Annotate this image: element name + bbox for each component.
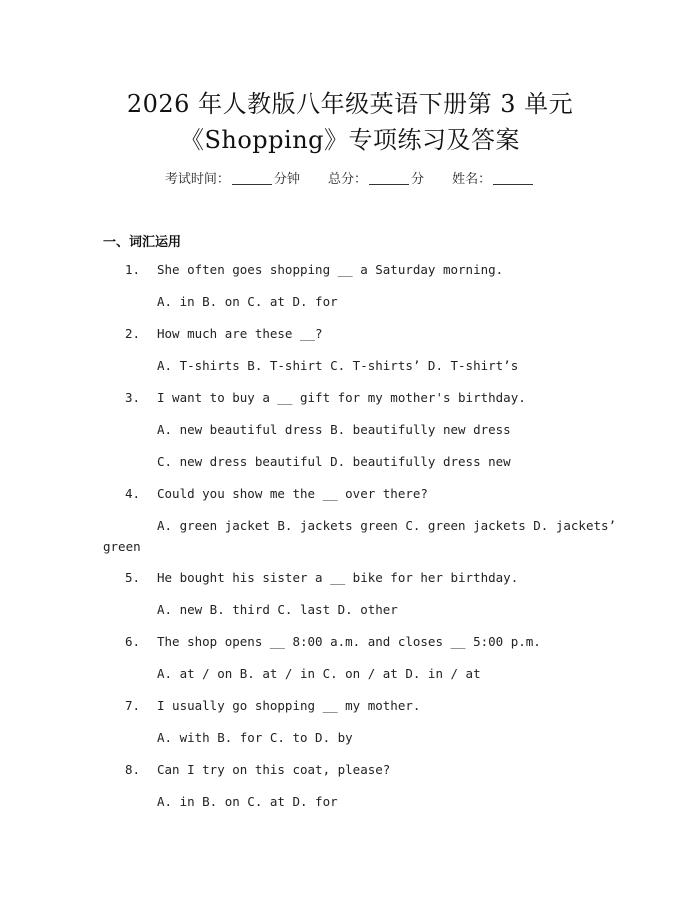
question-number: 7. [124,698,140,713]
question-text: Can I try on this coat, please? [157,762,391,777]
exam-time-unit: 分钟 [273,172,300,187]
question-text: The shop opens __ 8:00 a.m. and closes __ 5:00 p.m. [157,634,541,649]
exam-meta-line [0,168,700,187]
total-score-unit: 分 [411,172,425,187]
question-number: 6. [124,634,140,649]
question-number: 1. [124,262,140,277]
section-heading-vocabulary: 一、词汇运用 [103,235,182,250]
exam-time-field [165,172,304,187]
question-text: I usually go shopping __ my mother. [157,698,421,713]
question-options: A. in B. on C. at D. for [157,794,338,809]
question-options: C. new dress beautiful D. beautifully dress new [157,454,511,469]
question-options: A. at / on B. at / in C. on / at D. in / at [157,666,481,681]
student-name-label: 姓名： [452,172,492,187]
question-options: A. new beautiful dress B. beautifully new dress [157,422,511,437]
question-number: 8. [124,762,140,777]
question-text: Could you show me the __ over there? [157,486,428,501]
question-text: She often goes shopping __ a Saturday morning. [157,262,504,277]
question-number: 2. [124,326,140,341]
question-options: A. in B. on C. at D. for [157,294,338,309]
total-score-field [328,172,428,187]
exam-time-blank [232,172,272,185]
question-text: How much are these __? [157,326,323,341]
question-options: A. green jacket B. jackets green C. green jackets D. jackets’ [157,518,617,533]
student-name-blank [493,172,533,185]
question-number: 3. [124,390,140,405]
student-name-field [452,172,535,187]
exam-time-label: 考试时间： [164,172,230,187]
question-number: 5. [124,570,140,585]
total-score-blank [369,172,409,185]
question-options: A. new B. third C. last D. other [157,602,398,617]
question-text: He bought his sister a __ bike for her birthday. [157,570,519,585]
document-title-line-1: 2026 年人教版八年级英语下册第 3 单元 [126,90,574,118]
question-options-wrap: green [103,539,141,554]
question-number: 4. [124,486,140,501]
question-options: A. with B. for C. to D. by [157,730,353,745]
question-options: A. T-shirts B. T-shirt C. T-shirts’ D. T-shirt’s [157,358,519,373]
document-title-line-2: 《Shopping》专项练习及答案 [179,126,521,154]
question-text: I want to buy a __ gift for my mother's birthday. [157,390,526,405]
total-score-label: 总分： [327,172,367,187]
